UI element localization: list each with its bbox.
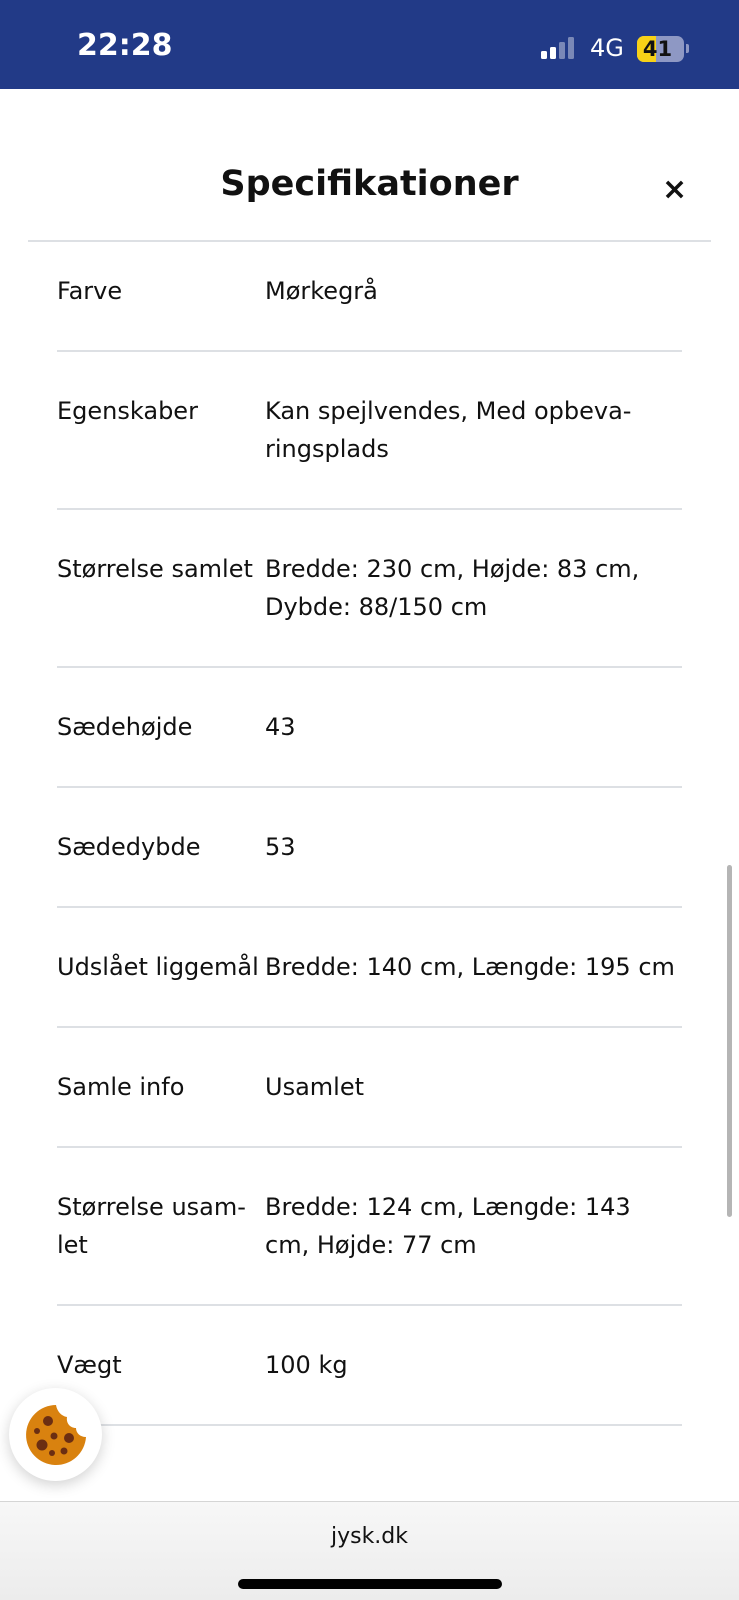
cookie-settings-button[interactable] (9, 1388, 102, 1481)
spec-value: Usamlet (265, 1073, 364, 1101)
spec-row (57, 788, 682, 908)
battery-level: 41 (642, 37, 673, 61)
spec-label: Sædedybde (57, 833, 201, 861)
spec-label: Farve (57, 277, 123, 305)
sheet-header (0, 89, 739, 239)
browser-bar (0, 1501, 739, 1600)
spec-label: Vægt (57, 1351, 122, 1379)
spec-value: Bredde: 230 cm, Højde: 83 cm, Dybde: 88/150 cm (265, 555, 640, 621)
cookie-icon (24, 1403, 88, 1467)
scrollbar[interactable] (727, 865, 732, 1217)
spec-row (57, 908, 682, 1028)
spec-row (57, 352, 682, 510)
spec-value: 100 kg (265, 1351, 348, 1379)
status-bar (0, 0, 739, 89)
battery-tip (686, 44, 689, 53)
spec-label: Udslået liggemål (57, 953, 259, 981)
spec-label: Størrelse usam-let (57, 1193, 246, 1259)
url-label[interactable]: jysk.dk (330, 1524, 409, 1549)
spec-label: Størrelse samlet (57, 555, 253, 583)
page-title: Specifikationer (220, 164, 519, 204)
battery-icon (637, 36, 684, 62)
spec-value: Bredde: 124 cm, Længde: 143 cm, Højde: 77 cm (265, 1193, 631, 1259)
network-type: 4G (590, 34, 624, 62)
spec-row (57, 1028, 682, 1148)
spec-row (57, 242, 682, 352)
close-button[interactable]: × (662, 172, 688, 207)
spec-row (57, 510, 682, 668)
spec-row (57, 1148, 682, 1306)
home-indicator (238, 1579, 502, 1589)
spec-label: Sædehøjde (57, 713, 193, 741)
signal-icon (541, 37, 574, 59)
spec-label: Egenskaber (57, 397, 198, 425)
spec-value: Mørkegrå (265, 277, 378, 305)
spec-value: 43 (265, 713, 296, 741)
clock: 22:28 (77, 28, 173, 63)
spec-value: Kan spejlvendes, Med opbeva-ringsplads (265, 397, 632, 463)
spec-row (57, 668, 682, 788)
spec-value: 53 (265, 833, 296, 861)
spec-list (57, 242, 682, 1426)
spec-label: Samle info (57, 1073, 185, 1101)
spec-value: Bredde: 140 cm, Længde: 195 cm (265, 953, 675, 981)
spec-row (57, 1306, 682, 1426)
